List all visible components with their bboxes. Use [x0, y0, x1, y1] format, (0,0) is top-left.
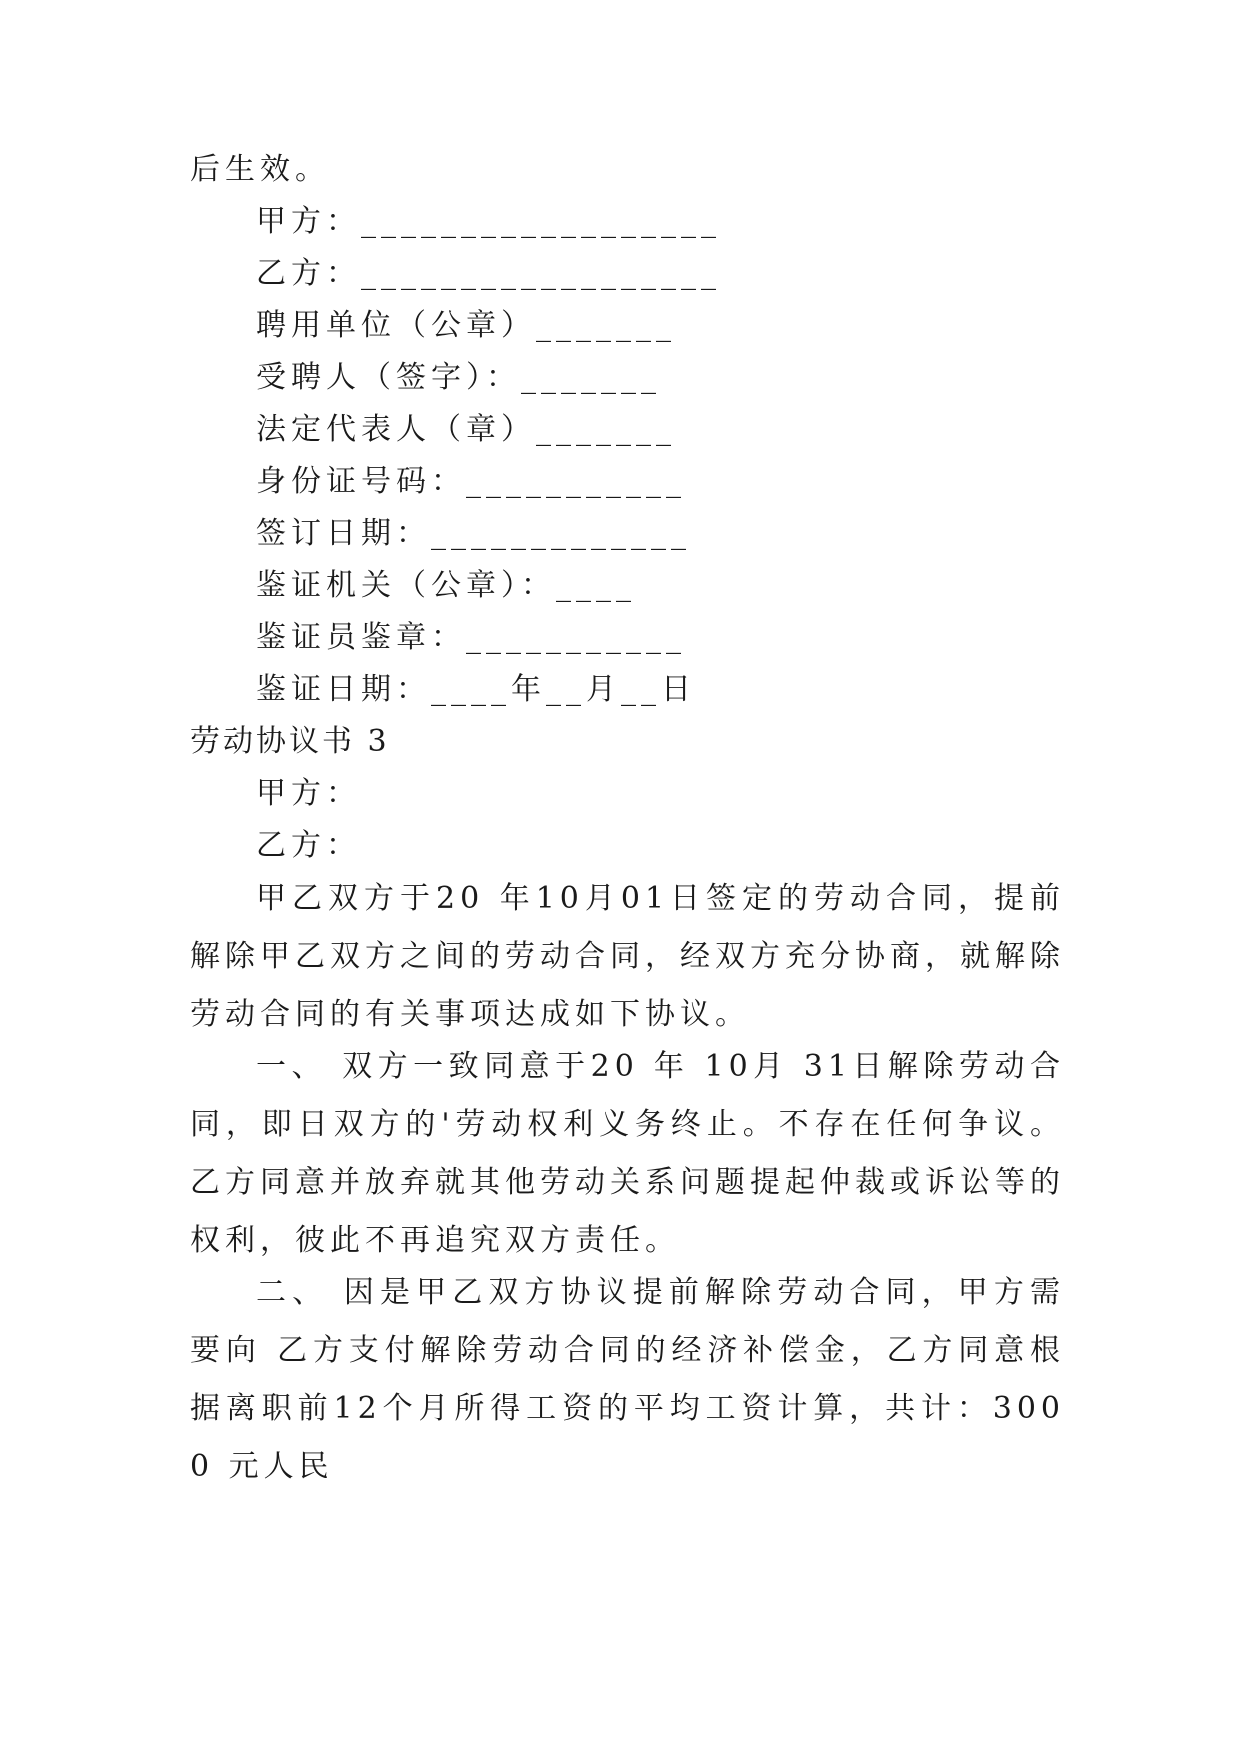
- legal-representative-line: 法定代表人（章）_______: [256, 412, 676, 447]
- clause-two-paragraph: 二、 因是甲乙双方协议提前解除劳动合同，甲方需要向 乙方支付解除劳动合同的经济补偿金，乙方同意根据离职前12个月所得工资的平均工资计算，共计：3000 元人民: [190, 1275, 1065, 1484]
- clause-one-paragraph: 一、 双方一致同意于20 年 10月 31日解除劳动合同，即日双方的'劳动权利义务终止。不存在任何争议。乙方同意并放弃就其他劳动关系问题提起仲裁或诉讼等的权利，彼此不再追究双方责任。: [190, 1049, 1065, 1258]
- signing-date-line: 签订日期：_____________: [256, 516, 691, 551]
- authenticator-seal-line: 鉴证员鉴章：___________: [256, 620, 686, 655]
- employee-signature-line: 受聘人（签字）：_______: [256, 360, 661, 395]
- agreement-intro-paragraph: 甲乙双方于20 年10月01日签定的劳动合同，提前解除甲乙双方之间的劳动合同，经双方充分协商，就解除劳动合同的有关事项达成如下协议。: [190, 881, 1065, 1032]
- authentication-office-line: 鉴证机关（公章）：____: [256, 568, 636, 603]
- party-a-label: 甲方：: [256, 776, 361, 811]
- authentication-date-line: 鉴证日期：____年__月__日: [256, 672, 696, 707]
- section-title: 劳动协议书 3: [190, 724, 390, 759]
- id-number-line: 身份证号码：___________: [256, 464, 686, 499]
- intro-tail-text: 后生效。: [190, 152, 330, 187]
- employer-seal-line: 聘用单位（公章）_______: [256, 308, 676, 343]
- party-b-label: 乙方：: [256, 828, 361, 863]
- party-a-signature-line: 甲方：__________________: [256, 204, 721, 239]
- party-b-signature-line: 乙方：__________________: [256, 256, 721, 291]
